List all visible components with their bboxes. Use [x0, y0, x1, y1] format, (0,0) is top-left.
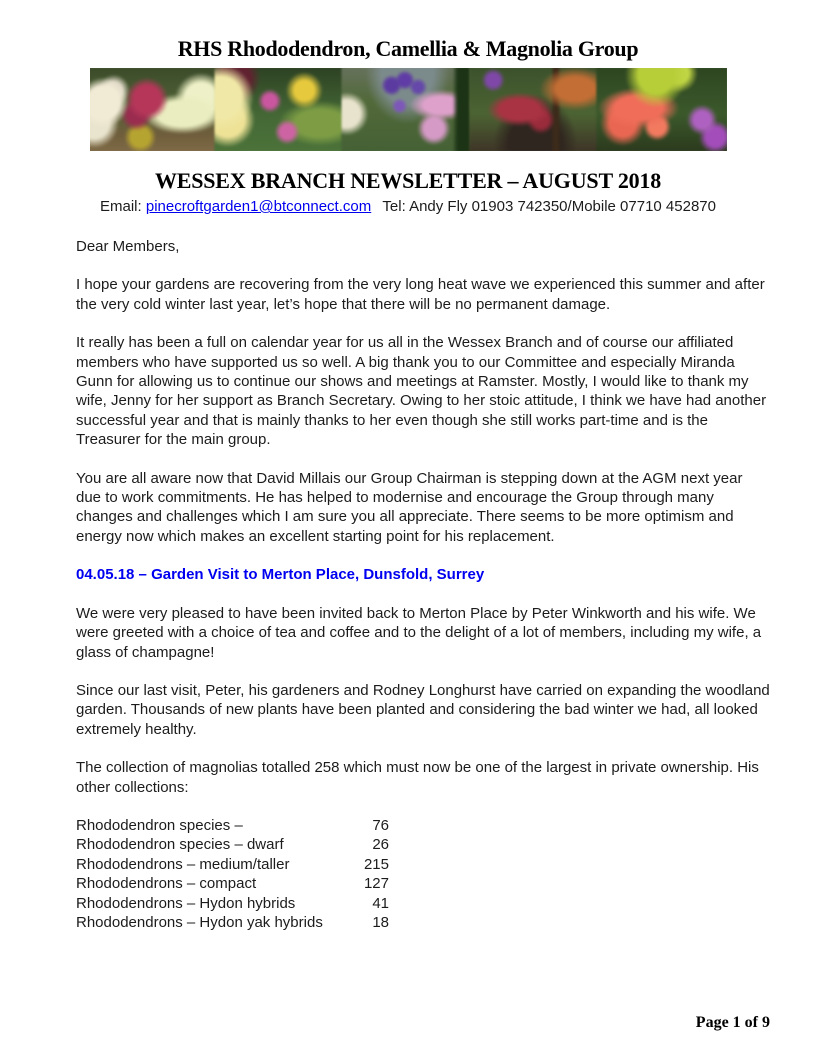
banner-photo-1: [90, 68, 220, 151]
collection-label: Rhododendrons – compact: [76, 875, 257, 893]
body-content: [76, 237, 770, 932]
collection-label: Rhododendrons – medium/taller: [76, 855, 290, 873]
collection-count: 127: [363, 875, 389, 893]
collection-row: [76, 835, 389, 854]
contact-line: [0, 197, 816, 217]
banner-photo-4: [469, 68, 602, 151]
banner-photo-2: [214, 68, 347, 151]
collection-count: 18: [372, 913, 389, 931]
garden-photo-banner: [90, 68, 727, 151]
banner-photo-3: [342, 68, 475, 151]
collection-row: [76, 894, 389, 913]
email-label: Email:: [100, 198, 142, 215]
newsletter-heading: WESSEX BRANCH NEWSLETTER – AUGUST 2018: [154, 168, 662, 193]
collection-label: Rhododendron species –: [76, 816, 243, 834]
salutation: Dear Members,: [76, 238, 180, 255]
page-number: Page 1 of 9: [695, 1014, 770, 1031]
email-link[interactable]: pinecroftgarden1@btconnect.com: [145, 198, 372, 215]
collection-row: [76, 874, 389, 893]
document-title: RHS Rhododendron, Camellia & Magnolia Group: [177, 36, 639, 61]
collection-label: Rhododendrons – Hydon yak hybrids: [76, 913, 323, 931]
paragraph-visit-garden: Since our last visit, Peter, his gardeners and Rodney Longhurst have carried on expanding the woodland garden. Thousands of new plants have been planted and considering the bad winter we had, all looked extremely healthy.: [76, 681, 770, 738]
collection-row: [76, 913, 389, 932]
banner-photo-5: [597, 68, 727, 151]
collections-list: [76, 816, 389, 932]
paragraph-thanks: It really has been a full on calendar year for us all in the Wessex Branch and of course our affiliated members who have supported us so well. A big thank you to our Committee and especially Miranda Gunn for allowing us to continue our shows and meetings at Ramster. Mostly, I would like to thank my wife, Jenny for her support as Branch Secretary. Owing to her stoic attitude, I think we have had another successful year and that is mainly thanks to her even though she still works part-time and is the Treasurer for the main group.: [76, 334, 767, 449]
paragraph-collections-intro: The collection of magnolias totalled 258 which must now be one of the largest in private ownership. His other collections:: [76, 759, 759, 796]
collection-label: Rhododendron species – dwarf: [76, 836, 284, 854]
collection-count: 41: [372, 894, 389, 912]
collection-count: 76: [372, 816, 389, 834]
collection-row: [76, 855, 389, 874]
collection-label: Rhododendrons – Hydon hybrids: [76, 894, 296, 912]
collection-count: 215: [363, 855, 389, 873]
collection-row: [76, 816, 389, 835]
collection-count: 26: [372, 836, 389, 854]
paragraph-chairman: You are all aware now that David Millais our Group Chairman is stepping down at the AGM next year due to work commitments. He has helped to modernise and encourage the Group through many changes and challenges which I am sure you all appreciate. There seems to be more optimism and energy now which makes an excellent starting point for his replacement.: [76, 469, 743, 545]
paragraph-visit-welcome: We were very pleased to have been invited back to Merton Place by Peter Winkworth and his wife. We were greeted with a choice of tea and coffee and to the delight of a lot of members, including my wife, a glass of champagne!: [76, 604, 762, 661]
section-heading-garden-visit: 04.05.18 – Garden Visit to Merton Place, Dunsfold, Surrey: [76, 566, 485, 584]
telephone-text: Tel: Andy Fly 01903 742350/Mobile 07710 452870: [382, 198, 716, 215]
paragraph-intro: I hope your gardens are recovering from the very long heat wave we experienced this summer and after the very cold winter last year, let’s hope that there will be no permanent damage.: [76, 276, 765, 313]
